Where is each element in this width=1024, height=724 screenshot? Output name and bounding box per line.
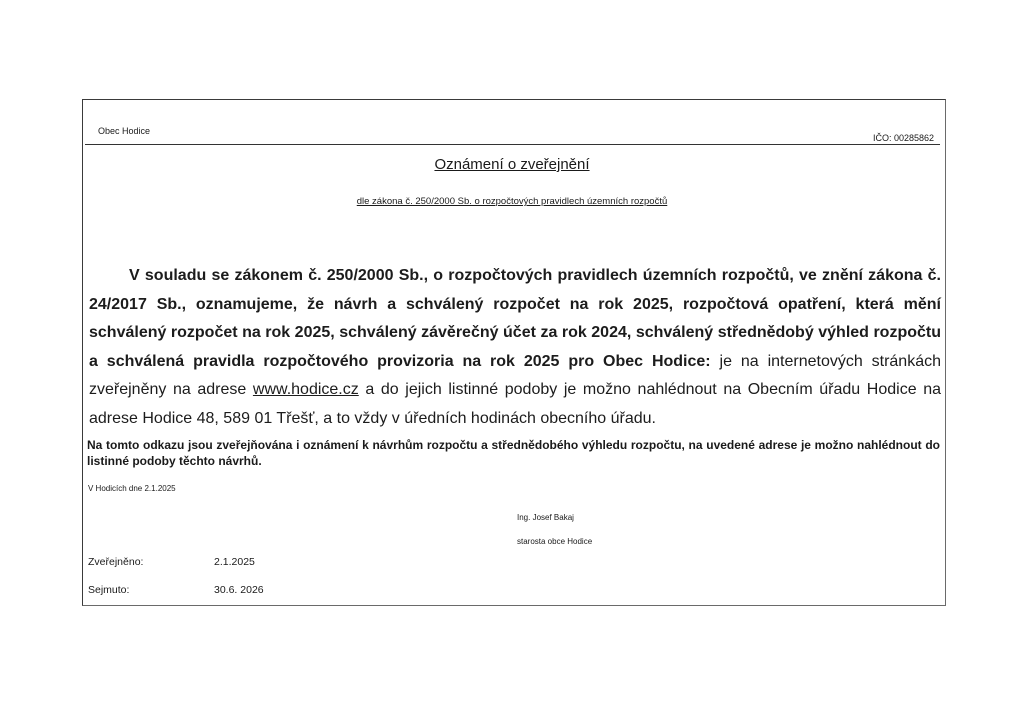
main-paragraph-bold: V souladu se zákonem č. 250/2000 Sb., o rozpočtových pravidlech územních rozpočtů, ve znění zákona č. 24/2017 Sb., oznamujeme, že návrh a schválený rozpočet na rok 2025, rozpočtová opatření, která mění schválený rozpočet na rok 2025, schválený závěrečný účet za rok 2024, schválený střednědobý výhled rozpočtu a schválená pravidla rozpočtového provizoria na rok 2025 pro Obec Hodice:	[89, 267, 941, 370]
header-divider	[85, 144, 940, 145]
second-paragraph: Na tomto odkazu jsou zveřejňována i oznámení k návrhům rozpočtu a střednědobého výhledu rozpočtu, na uvedené adrese je možno nahlédnout do listinné podoby těchto návrhů.	[87, 438, 940, 468]
main-paragraph-text: je na internetových stránkách zveřejněny na adrese	[89, 352, 942, 399]
website-link[interactable]: www.hodice.cz	[252, 381, 359, 399]
removed-date: 30.6. 2026	[214, 584, 264, 596]
signer-role: starosta obce Hodice	[517, 537, 593, 546]
removed-label: Sejmuto:	[88, 584, 130, 596]
main-paragraph-text-end: a do jejich listinné podoby je možno nahlédnout na Obecním úřadu Hodice na adrese Hodice 48, 589 01 Třešť, a to vždy v úředních hodinách obecního úřadu.	[89, 381, 941, 427]
ico-number: IČO: 00285862	[873, 133, 935, 143]
organization-name: Obec Hodice	[98, 126, 151, 136]
date-place: V Hodicích dne 2.1.2025	[88, 484, 176, 493]
page-title: Oznámení o zveřejnění	[434, 156, 590, 173]
main-paragraph	[89, 262, 941, 434]
signer-name: Ing. Josef Bakaj	[517, 513, 574, 522]
published-label: Zveřejněno:	[88, 556, 144, 568]
published-date: 2.1.2025	[214, 556, 255, 568]
page-subtitle: dle zákona č. 250/2000 Sb. o rozpočtových pravidlech územních rozpočtů	[356, 196, 668, 207]
